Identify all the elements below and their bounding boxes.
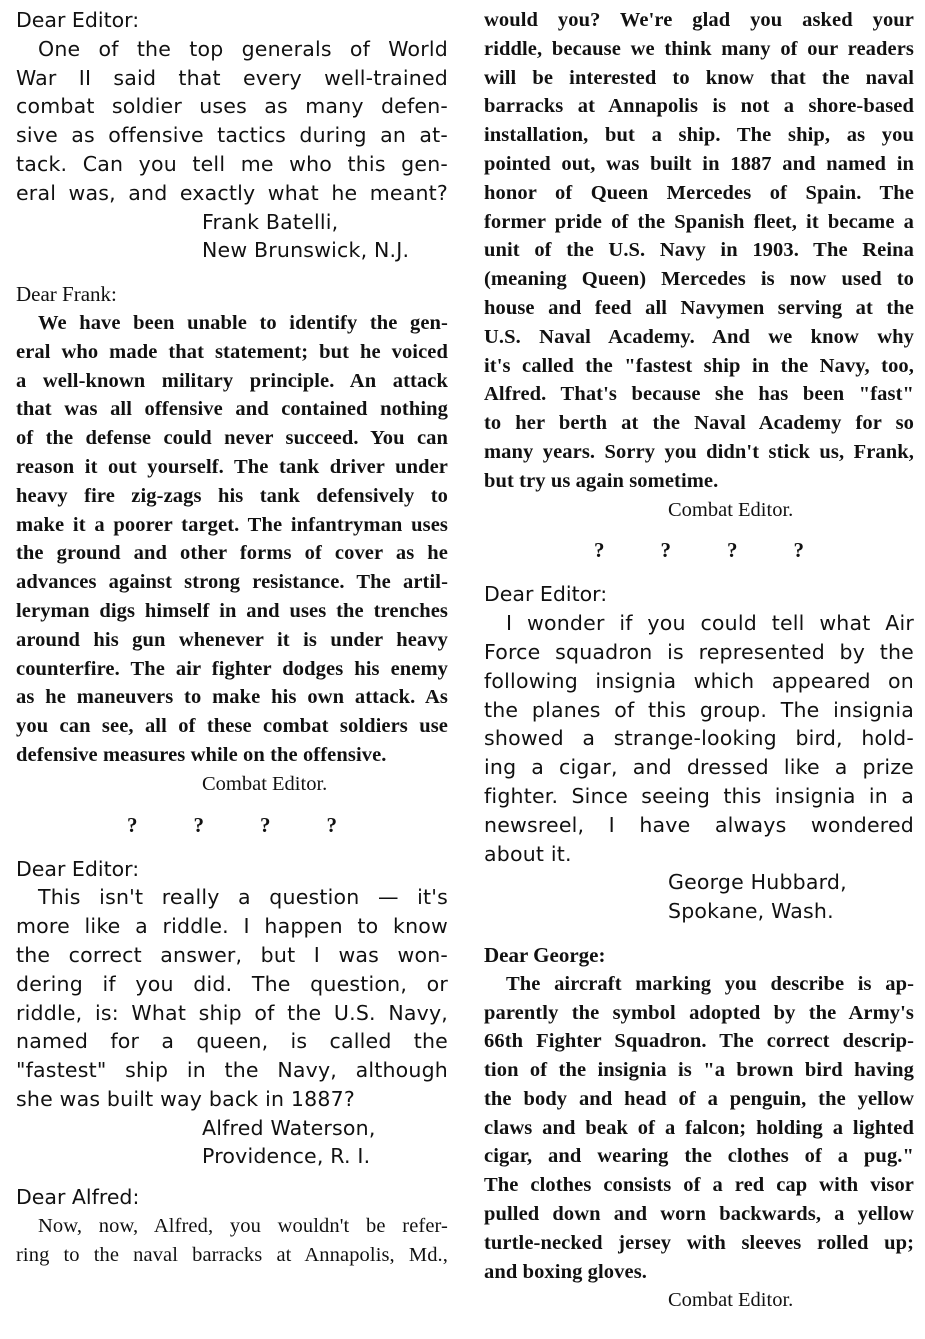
reply-line: pointed out, was built in 1887 and named in — [484, 152, 914, 175]
salutation: Dear George: — [484, 942, 606, 967]
editor-signature: Combat Editor. — [668, 1289, 794, 1312]
reply-line: tion of the insignia is "a brown bird having — [484, 1059, 914, 1082]
reply-dear-alfred-continued — [484, 6, 914, 524]
spacer — [484, 926, 914, 941]
letter-line: the correct answer, but I was won- — [16, 942, 448, 967]
reply-line: reason it out yourself. The tank driver under — [16, 455, 448, 478]
letter-line: tack. Can you tell me who this gen- — [16, 151, 448, 176]
reply-line: the body and head of a penguin, the yellow — [484, 1087, 914, 1110]
letter-line: named for a queen, is called the — [16, 1029, 448, 1054]
reply-line: Alfred. That's because she has been "fast" — [484, 383, 914, 406]
question-mark: ? — [326, 812, 337, 837]
letter-line: ing a cigar, and dressed like a prize — [484, 755, 914, 780]
reply-line: defensive measures while on the offensive. — [16, 743, 387, 766]
reply-line: around his gun whenever it is under heavy — [16, 628, 448, 651]
reply-line: will be interested to know that the naval — [484, 66, 914, 89]
reply-line: of the defense could never succeed. You can — [16, 427, 448, 450]
question-mark-separator — [16, 809, 448, 841]
reply-line: claws and beak of a falcon; holding a lighted — [484, 1116, 914, 1139]
letter-line: One of the top generals of World — [38, 36, 448, 61]
question-mark: ? — [793, 538, 804, 563]
letter-line: sive as offensive tactics during an at- — [16, 123, 448, 148]
letter-line: more like a riddle. I happen to know — [16, 914, 448, 939]
signature-name: George Hubbard, — [668, 870, 847, 895]
signature-place: Providence, R. I. — [202, 1144, 371, 1169]
reply-line: riddle, because we think many of our readers — [484, 37, 914, 60]
reply-line: ring to the naval barracks at Annapolis, Md., — [16, 1243, 448, 1266]
reply-line: honor of Queen Mercedes of Spain. The — [484, 181, 914, 204]
reply-line: a well-known military principle. An attack — [16, 369, 448, 392]
letter-line: she was built way back in 1887? — [16, 1086, 355, 1111]
reply-dear-alfred — [16, 1183, 448, 1269]
reply-line: counterfire. The air fighter dodges his enemy — [16, 657, 448, 680]
reply-line: barracks at Annapolis is not a shore-based — [484, 95, 914, 118]
reply-dear-george — [484, 941, 914, 1315]
reply-line: house and feed all Navymen serving at the — [484, 296, 914, 319]
reply-line: leryman digs himself in and uses the trenches — [16, 599, 448, 622]
reply-line: make it a poorer target. The infantryman uses — [16, 513, 448, 536]
letter-alfred-waterson — [16, 855, 448, 1172]
reply-line: parently the symbol adopted by the Army's — [484, 1001, 914, 1024]
reply-line: cigar, and wearing the clothes of a pug." — [484, 1145, 914, 1168]
reply-line: heavy fire zig-zags his tank defensively to — [16, 484, 448, 507]
question-mark: ? — [660, 538, 671, 563]
reply-line: would you? We're glad you asked your — [484, 9, 914, 31]
letter-line: newsreel, I have always wondered — [484, 812, 914, 837]
reply-line: unit of the U.S. Navy in 1903. The Reina — [484, 239, 914, 262]
reply-line: installation, but a ship. The ship, as you — [484, 124, 914, 147]
reply-line: as he maneuvers to make his own attack. As — [16, 686, 448, 709]
salutation: Dear Frank: — [16, 282, 117, 307]
letter-line: the planes of this group. The insignia — [484, 697, 914, 722]
signature-name: Alfred Waterson, — [202, 1115, 376, 1140]
salutation: Dear Alfred: — [16, 1185, 140, 1210]
reply-line: turtle-necked jersey with sleeves rolled up; — [484, 1231, 914, 1254]
signature-place: Spokane, Wash. — [668, 899, 834, 924]
reply-line: advances against strong resistance. The artil- — [16, 571, 448, 594]
salutation: Dear Editor: — [16, 856, 140, 881]
reply-line: Now, now, Alfred, you wouldn't be refer- — [38, 1215, 448, 1238]
letter-line: Force squadron is represented by the — [484, 639, 914, 664]
right-column — [484, 6, 914, 1315]
editor-signature: Combat Editor. — [668, 498, 794, 521]
letter-line: about it. — [484, 841, 572, 866]
spacer — [16, 265, 448, 280]
letter-line: following insignia which appeared on — [484, 668, 914, 693]
reply-line: it's called the "fastest ship in the Navy, too, — [484, 354, 914, 377]
left-column — [16, 6, 448, 1270]
reply-line: former pride of the Spanish fleet, it became a — [484, 210, 914, 233]
letter-line: showed a strange-looking bird, hold- — [484, 726, 914, 751]
reply-line: but try us again sometime. — [484, 469, 719, 492]
reply-line: and boxing gloves. — [484, 1260, 647, 1283]
salutation: Dear Editor: — [484, 582, 608, 607]
question-mark: ? — [193, 812, 204, 837]
letter-line: dering if you did. The question, or — [16, 971, 448, 996]
letter-line: This isn't really a question — it's — [38, 885, 448, 910]
reply-line: you can see, all of these combat soldiers use — [16, 715, 448, 738]
reply-line: (meaning Queen) Mercedes is now used to — [484, 268, 914, 291]
signature-place: New Brunswick, N.J. — [202, 238, 410, 263]
salutation: Dear Editor: — [16, 8, 140, 32]
letter-line: combat soldier uses as many defen- — [16, 94, 448, 119]
reply-line: The clothes consists of a red cap with visor — [484, 1174, 914, 1197]
letter-line: "fastest" ship in the Navy, although — [16, 1058, 448, 1083]
reply-line: that was all offensive and contained nothing — [16, 398, 448, 421]
letter-line: fighter. Since seeing this insignia in a — [484, 783, 914, 808]
reply-line: 66th Fighter Squadron. The correct descrip- — [484, 1030, 914, 1053]
reply-line: eral who made that statement; but he voiced — [16, 340, 448, 363]
reply-line: pulled down and worn backwards, a yellow — [484, 1203, 914, 1226]
question-mark-separator — [484, 534, 914, 566]
reply-line: many years. Sorry you didn't stick us, Frank, — [484, 440, 914, 463]
reply-line: We have been unable to identify the gen- — [38, 311, 448, 334]
letter-frank-batelli — [16, 6, 448, 265]
reply-line: The aircraft marking you describe is ap- — [506, 972, 914, 995]
reply-dear-frank — [16, 280, 448, 798]
letter-line: eral was, and exactly what he meant? — [16, 180, 448, 205]
letter-line: War II said that every well-trained — [16, 65, 448, 90]
question-mark: ? — [594, 538, 605, 563]
letter-line: I wonder if you could tell what Air — [506, 611, 914, 636]
question-mark: ? — [127, 812, 138, 837]
editor-signature: Combat Editor. — [202, 772, 328, 795]
spacer — [16, 1171, 448, 1183]
reply-line: U.S. Naval Academy. And we know why — [484, 325, 914, 348]
letter-george-hubbard — [484, 580, 914, 926]
question-mark: ? — [727, 538, 738, 563]
signature-name: Frank Batelli, — [202, 209, 339, 234]
reply-line: to her berth at the Naval Academy for so — [484, 412, 914, 435]
question-mark: ? — [260, 812, 271, 837]
reply-line: the ground and other forms of cover as he — [16, 542, 448, 565]
letter-line: riddle, is: What ship of the U.S. Navy, — [16, 1000, 448, 1025]
